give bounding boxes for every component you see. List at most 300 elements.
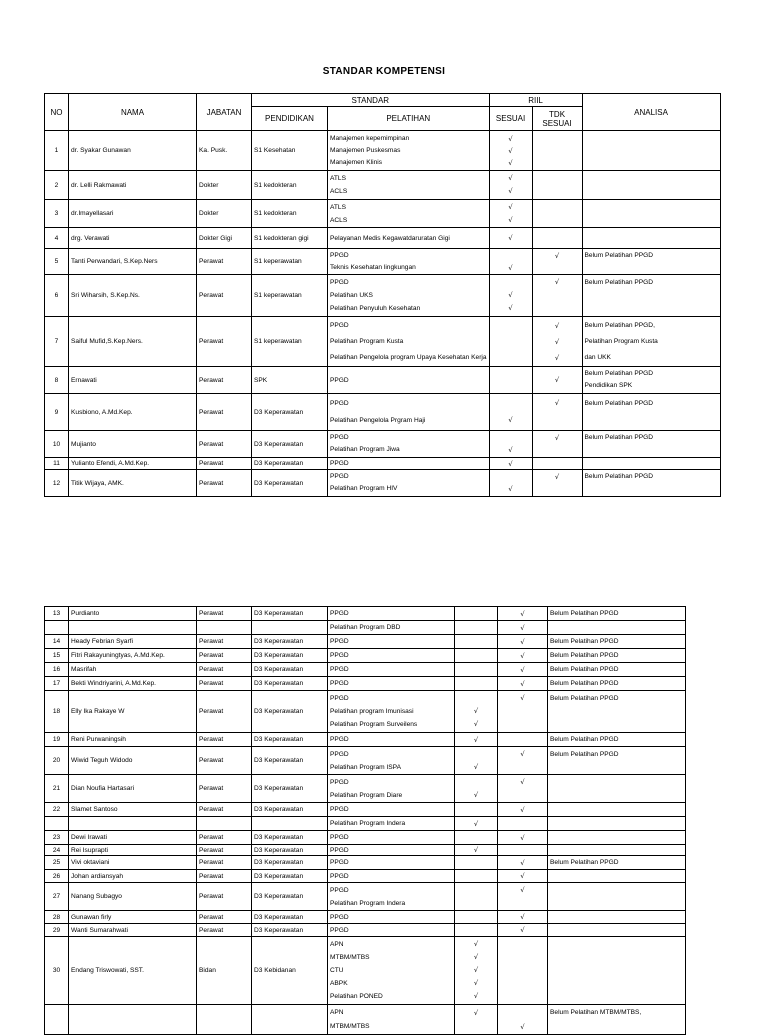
row-analisa-line [550,897,683,910]
row-tdk-sesuai-line [535,412,580,429]
row-analisa-line: Pendidikan SPK [584,382,633,389]
table-row [45,691,686,733]
row-pendidikan: D3 Keperawatan [252,883,328,911]
row-tdk-sesuai [532,431,582,458]
row-analisa-line: Pelatihan Program Kusta [584,337,658,345]
row-tdk-sesuai [532,200,582,228]
row-jabatan: Perawat [197,275,252,317]
row-analisa [548,845,686,856]
row-no: 20 [45,747,69,775]
row-tdk-sesuai [498,775,548,803]
row-analisa-line [550,951,683,964]
row-pelatihan-line: Pelatihan Program HIV [330,485,398,492]
row-analisa [582,367,720,394]
row-jabatan: Perawat [197,677,252,691]
row-pelatihan-line: ACLS [330,216,348,224]
row-tdk-sesuai [532,228,582,249]
row-nama: dr. Lelli Rakmawati [69,171,197,200]
row-pelatihan-line: Pelatihan Penyuluh Kesehatan [330,305,421,312]
row-tdk-sesuai-line [500,897,545,910]
row-tdk-sesuai-line [500,761,545,774]
row-pelatihan-line: MTBM/MTBS [330,954,370,961]
row-analisa [548,870,686,883]
row-pelatihan [328,663,455,677]
row-analisa-line [585,302,718,315]
row-no: 5 [45,249,69,275]
row-pelatihan-line: PPGD [330,913,349,921]
row-pelatihan-line: PPGD [330,735,349,743]
row-pelatihan [328,775,455,803]
row-tdk-sesuai [498,845,548,856]
table-row [45,733,686,747]
row-pelatihan-line: ATLS [330,203,347,211]
table-row [45,883,686,911]
row-pelatihan-line: PPGD [330,926,349,934]
row-pelatihan-line: Pelatihan Program Kusta [330,337,404,345]
row-nama: Endang Triswowati, SST. [69,937,197,1005]
row-analisa-line [550,871,683,882]
row-no: 13 [45,607,69,621]
row-analisa [548,817,686,831]
row-pelatihan [328,131,490,171]
row-nama: Masrifah [69,663,197,677]
row-analisa-line [585,185,718,198]
row-nama: Tanti Perwandari, S.Kep.Ners [69,249,197,275]
row-analisa-line [550,622,683,634]
row-tdk-sesuai [532,458,582,470]
row-pelatihan-line: Pelatihan Program ISPA [330,763,401,771]
table-row [45,275,721,317]
row-no: 17 [45,677,69,691]
row-jabatan: Perawat [197,733,252,747]
row-no: 25 [45,856,69,870]
table-row [45,367,721,394]
row-analisa-line [585,229,718,248]
row-analisa-line [550,804,683,816]
table-row [45,458,721,470]
table-row [45,803,686,817]
row-pelatihan [328,817,455,831]
header-pendidikan: PENDIDIKAN [252,107,328,131]
row-pelatihan-line: ATLS [330,175,347,182]
row-pendidikan: D3 Keperawatan [252,924,328,937]
row-analisa-line: Belum Pelatihan PPGD [550,695,619,702]
table-row [45,677,686,691]
row-nama [69,621,197,635]
row-tdk-sesuai-line: √ [520,651,525,660]
row-sesuai [489,394,532,431]
row-jabatan: Perawat [197,431,252,458]
row-sesuai-line [457,636,495,648]
row-analisa-line: Belum Pelatihan PPGD [584,251,654,259]
row-no: 18 [45,691,69,733]
row-pelatihan [328,171,490,200]
row-pelatihan [328,856,455,870]
row-tdk-sesuai-line: √ [520,885,525,894]
row-tdk-sesuai [532,367,582,394]
row-pelatihan [328,200,490,228]
row-pendidikan: S1 Kesehatan [252,131,328,171]
row-sesuai-line [457,1020,495,1034]
table-row [45,775,686,803]
row-nama: Yulianto Efendi, A.Md.Kep. [69,458,197,470]
row-analisa-line [585,459,718,469]
row-sesuai [489,131,532,171]
row-sesuai-line: √ [508,202,513,211]
row-sesuai-line [492,432,530,444]
row-pelatihan [328,677,455,691]
row-no: 27 [45,883,69,911]
table-row [45,200,721,228]
row-tdk-sesuai [498,1005,548,1035]
row-nama: Reni Purwaningsih [69,733,197,747]
row-sesuai-line: √ [473,735,479,744]
row-sesuai-line [492,350,530,366]
table-row [45,131,721,171]
row-sesuai-line [457,925,495,936]
row-analisa [582,470,720,497]
row-pelatihan-line: PPGD [330,251,349,259]
row-tdk-sesuai [532,249,582,275]
row-analisa [582,458,720,470]
row-analisa-line: Belum Pelatihan MTBM/MTBS, [550,1008,642,1016]
row-pendidikan: S1 kedokteran [252,200,328,228]
row-nama: Heady Febrian Syarfi [69,635,197,649]
table-row [45,817,686,831]
row-analisa-line [550,964,683,977]
row-analisa [548,691,686,733]
row-sesuai-line: √ [508,446,513,454]
row-pendidikan: D3 Keperawatan [252,394,328,431]
row-tdk-sesuai-line: √ [520,805,525,814]
row-tdk-sesuai-line: √ [554,399,560,407]
row-tdk-sesuai-line [500,938,545,951]
row-sesuai [455,911,498,924]
table-row [45,924,686,937]
table-row [45,317,721,367]
row-sesuai [455,621,498,635]
row-analisa [548,649,686,663]
row-nama: Vivi oktaviani [69,856,197,870]
row-sesuai [489,317,532,367]
row-nama: dr.Imayellasari [69,200,197,228]
row-pelatihan-line: PPGD [330,609,349,617]
row-analisa [548,1005,686,1035]
row-jabatan [197,1005,252,1035]
row-tdk-sesuai-line [535,201,580,214]
header-sesuai: SESUAI [489,107,532,131]
row-analisa-line [550,912,683,923]
row-analisa-line [585,483,718,495]
row-tdk-sesuai [498,924,548,937]
row-pendidikan: D3 Kebidanan [252,937,328,1005]
row-pelatihan-line: Pelatihan Program DBD [330,623,401,631]
row-analisa [548,663,686,677]
row-no: 11 [45,458,69,470]
row-pendidikan: D3 Keperawatan [252,649,328,663]
row-jabatan: Perawat [197,870,252,883]
row-jabatan [197,621,252,635]
row-sesuai-line: √ [508,146,513,155]
row-sesuai [489,470,532,497]
row-sesuai-line: √ [508,263,513,272]
row-no [45,817,69,831]
row-sesuai [489,228,532,249]
row-tdk-sesuai-line [535,444,580,456]
row-analisa-line: Belum Pelatihan PPGD [584,370,654,377]
row-sesuai [489,367,532,394]
row-tdk-sesuai-line: √ [554,337,560,346]
row-jabatan: Ka. Pusk. [197,131,252,171]
row-sesuai-line [457,678,495,690]
row-pendidikan: D3 Keperawatan [252,635,328,649]
header-analisa: ANALISA [582,94,720,131]
row-tdk-sesuai-line: √ [554,353,560,362]
row-tdk-sesuai [532,317,582,367]
row-pelatihan [328,845,455,856]
row-pelatihan [328,733,455,747]
row-sesuai-line [492,250,530,262]
row-tdk-sesuai-line: √ [520,1022,525,1031]
row-pelatihan-line: PPGD [330,886,349,894]
row-pelatihan-line: Manajemen Puskesmas [330,146,401,154]
row-no: 26 [45,870,69,883]
row-tdk-sesuai-line [500,705,545,718]
row-tdk-sesuai-line: √ [554,321,560,330]
row-jabatan: Perawat [197,635,252,649]
row-tdk-sesuai [498,621,548,635]
row-tdk-sesuai-line [535,145,580,157]
row-tdk-sesuai [498,817,548,831]
table-row [45,937,686,1005]
row-sesuai-line [457,884,495,897]
row-sesuai [455,635,498,649]
row-pelatihan-line: ACLS [330,188,348,195]
row-tdk-sesuai-line [500,990,545,1003]
row-sesuai-line [457,857,495,869]
header-nama: NAMA [69,94,197,131]
row-sesuai [455,883,498,911]
row-tdk-sesuai-line [500,789,545,802]
row-analisa [582,228,720,249]
row-pelatihan-line: CTU [330,967,344,974]
row-sesuai-line [457,871,495,882]
row-sesuai [455,924,498,937]
row-pelatihan-line: PPGD [330,473,349,480]
row-nama: Rei Isuprapti [69,845,197,856]
row-no: 15 [45,649,69,663]
row-sesuai [455,663,498,677]
row-sesuai [455,870,498,883]
row-pelatihan-line: PPGD [330,805,349,813]
row-nama: Slamet Santoso [69,803,197,817]
row-tdk-sesuai-line: √ [520,858,525,867]
row-nama: Wanti Sumarahwati [69,924,197,937]
row-sesuai-line [457,897,495,910]
row-analisa [548,607,686,621]
row-pelatihan [328,431,490,458]
row-analisa [548,747,686,775]
row-nama: Sri Wiharsih, S.Kep.Ns. [69,275,197,317]
row-nama: Dian Noufia Hartasari [69,775,197,803]
row-analisa-line [550,977,683,990]
row-sesuai [455,845,498,856]
row-pelatihan [328,394,490,431]
row-analisa-line [550,1020,683,1034]
row-tdk-sesuai-line: √ [520,637,525,646]
row-tdk-sesuai-line: √ [520,833,525,842]
row-tdk-sesuai [532,131,582,171]
row-pendidikan: D3 Keperawatan [252,431,328,458]
row-pelatihan-line: MTBM/MTBS [330,1022,370,1030]
table-row [45,911,686,924]
row-pendidikan [252,817,328,831]
row-analisa-line [585,172,718,185]
row-analisa-line [550,925,683,936]
row-analisa-line [550,789,683,802]
row-tdk-sesuai [498,831,548,845]
row-pelatihan-line: PPGD [330,846,349,854]
row-no: 16 [45,663,69,677]
row-sesuai [455,677,498,691]
row-pelatihan [328,870,455,883]
table-row [45,831,686,845]
row-tdk-sesuai-line: √ [520,665,525,674]
row-analisa-line [585,201,718,214]
row-pendidikan [252,621,328,635]
row-nama: Ernawati [69,367,197,394]
row-tdk-sesuai-line: √ [520,925,525,934]
row-tdk-sesuai-line: √ [520,749,525,758]
row-pendidikan: D3 Keperawatan [252,458,328,470]
row-analisa [548,924,686,937]
row-sesuai-line [457,748,495,761]
row-analisa [548,831,686,845]
row-analisa [548,883,686,911]
row-pelatihan-line: PPGD [330,400,349,407]
row-pendidikan: S1 keperawatan [252,317,328,367]
row-pelatihan [328,317,490,367]
row-sesuai-line: √ [508,174,513,182]
row-pelatihan-line: Pelatihan Program Jiwa [330,446,400,453]
row-pelatihan [328,275,490,317]
row-nama: drg. Verawati [69,228,197,249]
row-no: 21 [45,775,69,803]
row-pendidikan: D3 Keperawatan [252,677,328,691]
row-tdk-sesuai [498,691,548,733]
row-nama: Wiwid Teguh Widodo [69,747,197,775]
row-sesuai-line: √ [508,459,513,468]
row-pelatihan-line: Pelatihan Program Surveilens [330,721,418,728]
row-pelatihan [328,635,455,649]
row-tdk-sesuai [532,275,582,317]
row-pelatihan [328,911,455,924]
row-analisa-line [550,832,683,844]
row-tdk-sesuai-line: √ [554,434,560,442]
row-sesuai-line: √ [473,762,479,771]
row-jabatan: Perawat [197,663,252,677]
table-row [45,249,721,275]
row-pelatihan-line: Pelatihan Program Indera [330,899,406,907]
row-analisa-line [585,262,718,274]
row-sesuai [455,1005,498,1035]
table-row [45,870,686,883]
row-analisa-line [550,938,683,951]
row-tdk-sesuai [498,911,548,924]
row-tdk-sesuai-line [500,951,545,964]
row-pendidikan: D3 Keperawatan [252,607,328,621]
row-tdk-sesuai-line [535,229,580,248]
row-sesuai-line: √ [473,845,479,854]
row-tdk-sesuai [498,937,548,1005]
row-pelatihan-line: PPGD [330,750,349,758]
row-nama: Dewi Irawati [69,831,197,845]
row-tdk-sesuai [532,171,582,200]
row-jabatan: Perawat [197,845,252,856]
row-tdk-sesuai-line: √ [520,871,525,880]
row-analisa [582,394,720,431]
row-jabatan: Perawat [197,458,252,470]
row-pendidikan: D3 Keperawatan [252,747,328,775]
row-tdk-sesuai-line: √ [520,623,525,632]
table-row [45,607,686,621]
table-row [45,649,686,663]
row-tdk-sesuai [498,856,548,870]
row-no: 19 [45,733,69,747]
row-analisa-line [585,133,718,145]
row-tdk-sesuai-line: √ [520,912,525,921]
table-body-part-2 [45,607,686,1035]
row-pendidikan: D3 Keperawatan [252,470,328,497]
row-no: 30 [45,937,69,1005]
row-jabatan: Perawat [197,249,252,275]
row-tdk-sesuai-line [535,133,580,145]
row-nama [69,1005,197,1035]
row-sesuai-line: √ [508,215,513,224]
row-analisa-line: Belum Pelatihan PPGD [550,735,619,743]
row-sesuai-line [457,650,495,662]
row-no: 10 [45,431,69,458]
row-nama: Titik Wijaya, AMK. [69,470,197,497]
row-pelatihan [328,937,455,1005]
row-pelatihan-line: PPGD [330,679,349,687]
row-pelatihan-line: APN [330,941,344,948]
row-pelatihan [328,607,455,621]
row-tdk-sesuai [498,747,548,775]
row-tdk-sesuai-line [500,818,545,830]
table-row [45,470,721,497]
row-jabatan: Perawat [197,775,252,803]
row-analisa [548,733,686,747]
row-tdk-sesuai [498,649,548,663]
row-no: 4 [45,228,69,249]
row-sesuai-line [457,776,495,789]
row-jabatan: Perawat [197,470,252,497]
header-no: NO [45,94,69,131]
row-tdk-sesuai-line: √ [520,694,525,702]
row-sesuai [455,607,498,621]
row-nama [69,817,197,831]
row-pelatihan-line: PPGD [330,651,349,659]
table-body-part-1 [45,131,721,497]
document-title: STANDAR KOMPETENSI [322,66,446,77]
row-sesuai-line: √ [508,158,513,167]
row-pelatihan [328,747,455,775]
row-sesuai-line: √ [473,790,479,799]
row-jabatan: Perawat [197,691,252,733]
row-sesuai-line [492,471,530,483]
row-analisa [582,200,720,228]
